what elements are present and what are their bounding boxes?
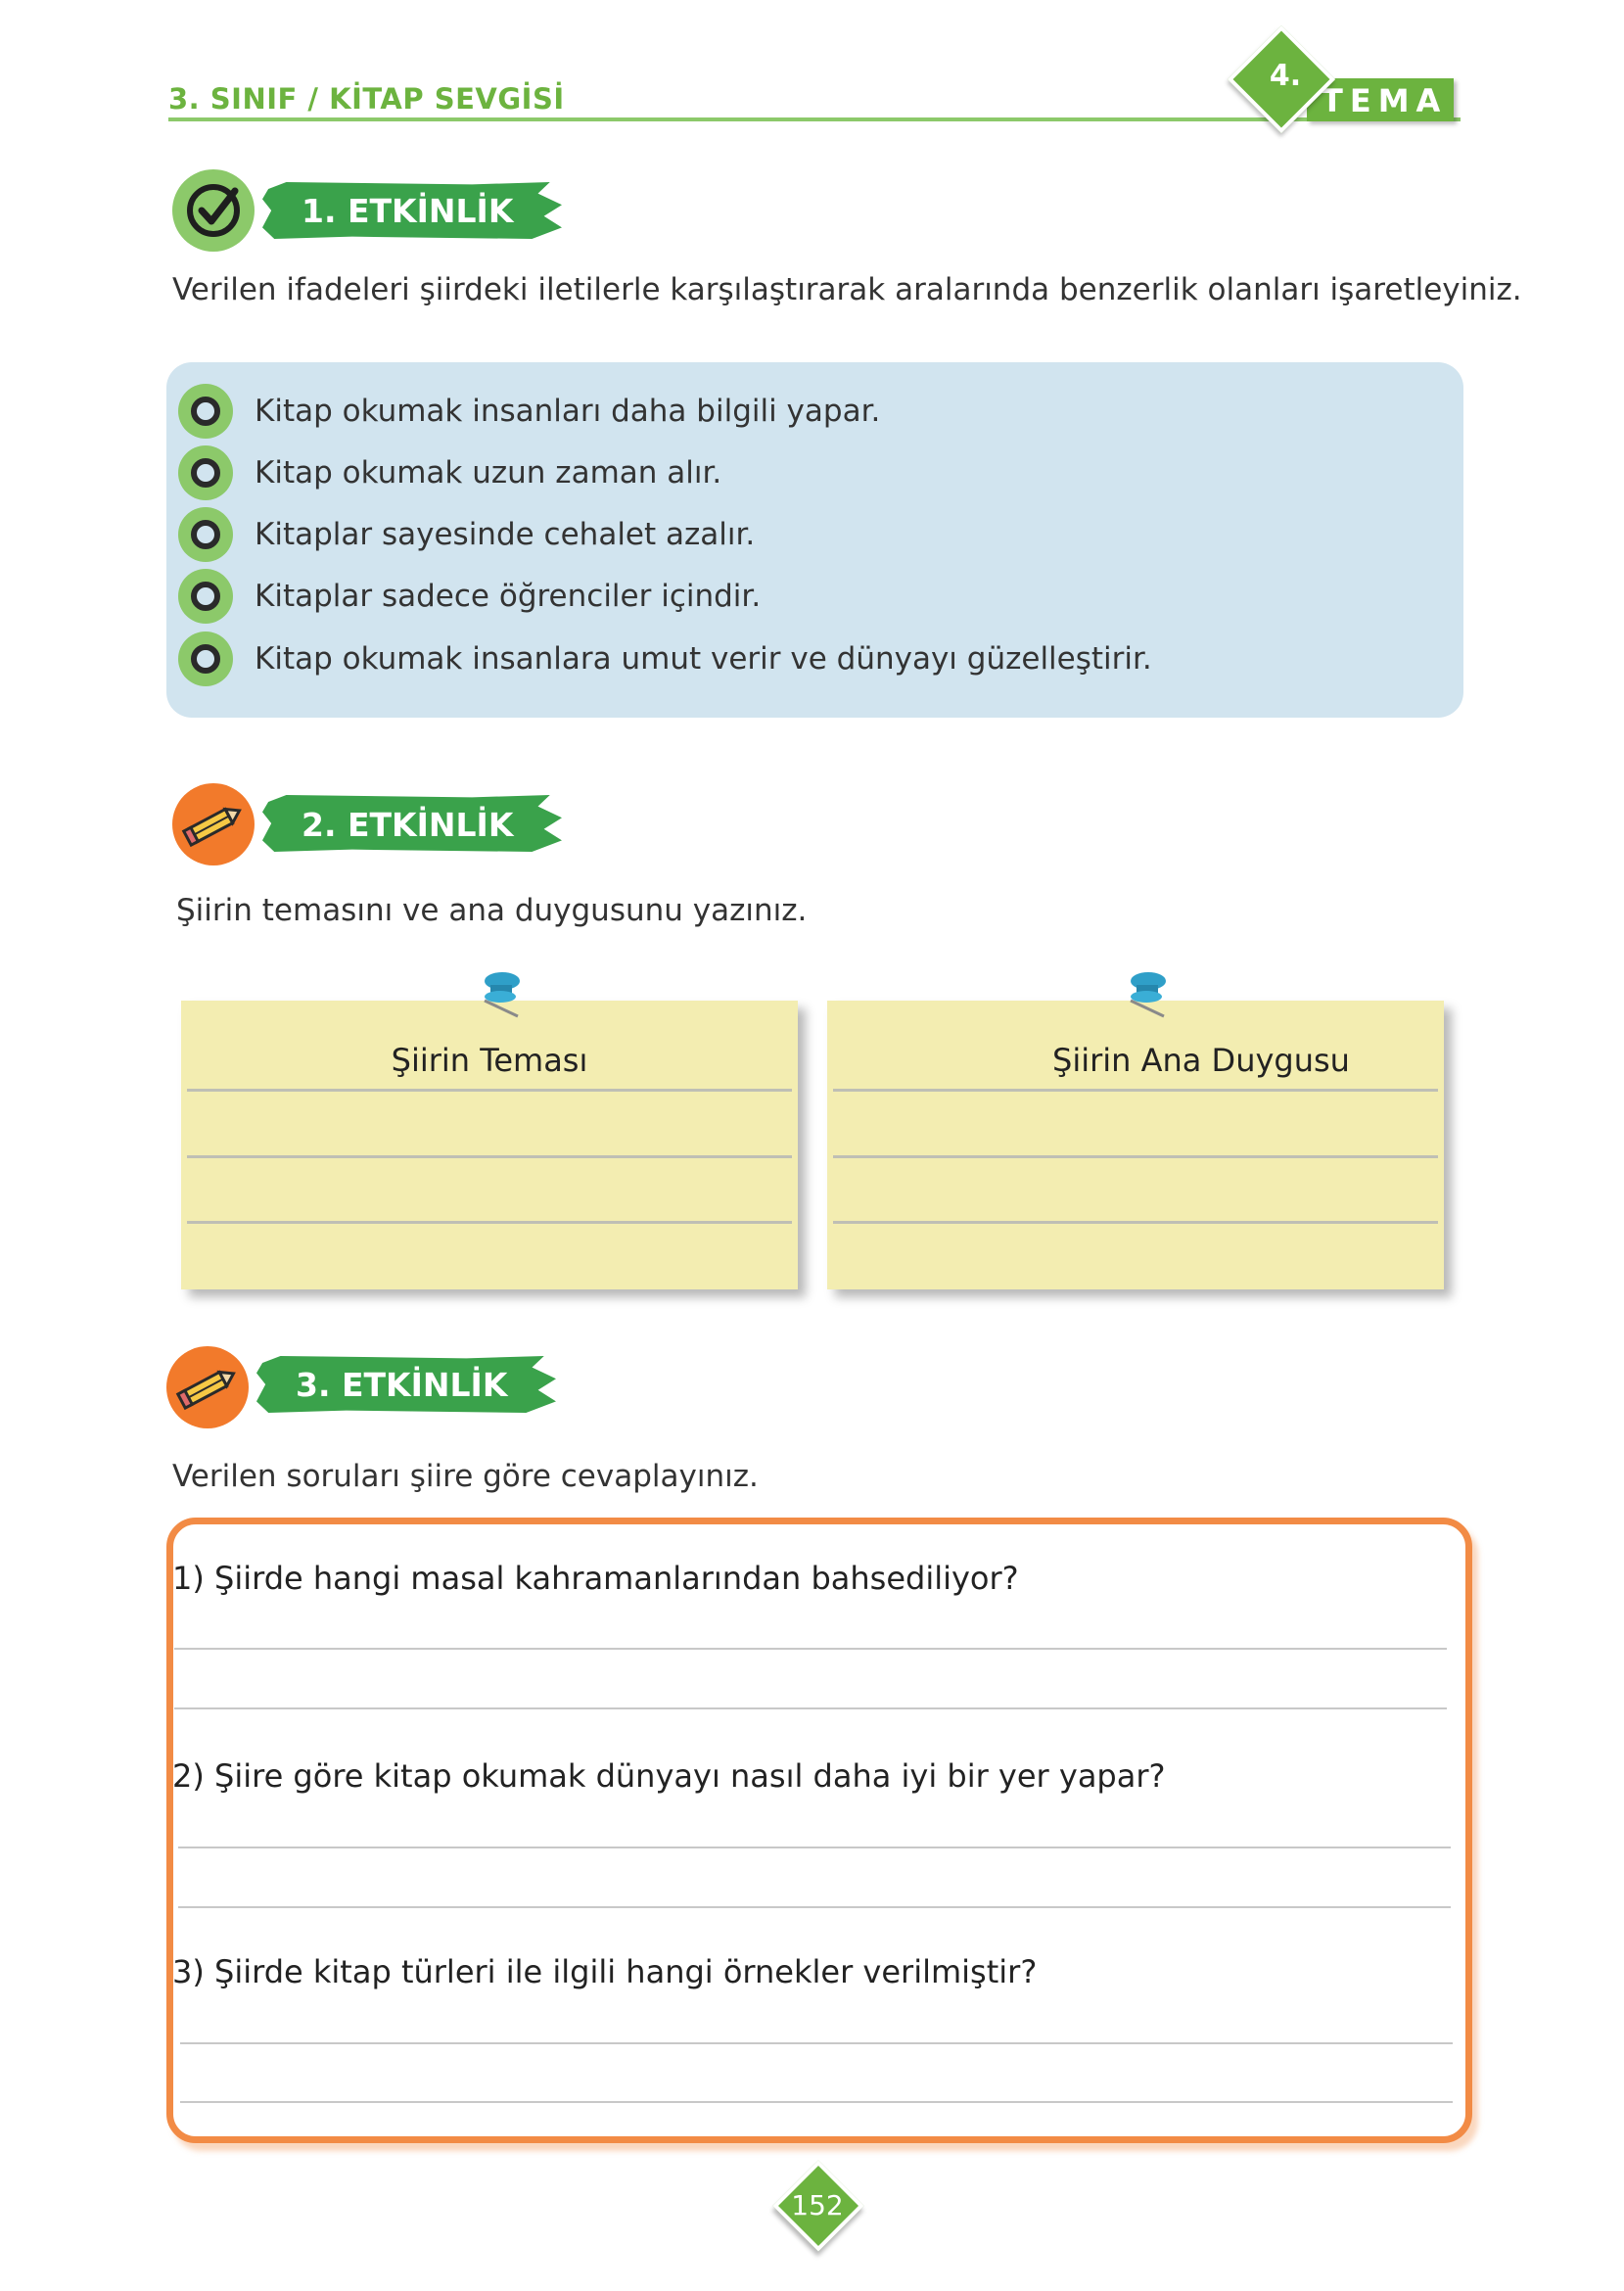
activity3-title: 3. ETKİNLİK: [296, 1366, 508, 1404]
answer-line[interactable]: [174, 1707, 1447, 1709]
writing-line: [833, 1155, 1438, 1158]
header-label: 3. SINIF / KİTAP SEVGİSİ: [168, 82, 565, 116]
answer-line[interactable]: [178, 1847, 1451, 1848]
pushpin-icon: [463, 969, 532, 1018]
writing-line: [187, 1221, 792, 1224]
radio-circle-icon[interactable]: [178, 384, 233, 439]
radio-circle-icon[interactable]: [178, 507, 233, 562]
checkmark-circle-icon: [172, 169, 255, 252]
activity3-instruction: Verilen soruları şiire göre cevaplayınız.: [172, 1459, 759, 1494]
option-row[interactable]: [178, 445, 721, 500]
writing-line: [187, 1155, 792, 1158]
answer-line[interactable]: [174, 1648, 1447, 1650]
activity2-title: 2. ETKİNLİK: [302, 806, 514, 844]
answer-line[interactable]: [178, 1906, 1451, 1908]
activity2-instruction: Şiirin temasını ve ana duygusunu yazınız.: [176, 893, 808, 928]
pencil-icon: [172, 783, 255, 865]
option-label: Kitaplar sadece öğrenciler içindir.: [255, 579, 762, 614]
question-2: 2) Şiire göre kitap okumak dünyayı nasıl daha iyi bir yer yapar?: [172, 1757, 1166, 1795]
answer-line[interactable]: [180, 2042, 1453, 2044]
option-label: Kitap okumak insanları daha bilgili yapar.: [255, 394, 881, 429]
radio-circle-icon[interactable]: [178, 631, 233, 686]
question-3: 3) Şiirde kitap türleri ile ilgili hangi örnekler verilmiştir?: [172, 1953, 1038, 1990]
activity3-questions-box: [166, 1518, 1472, 2143]
page-number: 152: [791, 2189, 844, 2221]
option-row[interactable]: [178, 507, 755, 562]
answer-line[interactable]: [180, 2101, 1453, 2103]
option-label: Kitaplar sayesinde cehalet azalır.: [255, 517, 756, 552]
activity1-title: 1. ETKİNLİK: [302, 192, 514, 230]
question-1: 1) Şiirde hangi masal kahramanlarından bahsediliyor?: [172, 1560, 1019, 1597]
theme-note: [181, 1001, 798, 1289]
activity1-instruction: Verilen ifadeleri şiirdeki iletilerle karşılaştırarak aralarında benzerlik olanları işaretleyiniz.: [172, 272, 1522, 307]
main-emotion-note: [827, 1001, 1444, 1289]
option-label: Kitap okumak uzun zaman alır.: [255, 455, 722, 491]
main-emotion-note-title: Şiirin Ana Duygusu: [1052, 1042, 1350, 1079]
radio-circle-icon[interactable]: [178, 569, 233, 624]
option-row[interactable]: [178, 631, 1152, 686]
writing-line: [833, 1089, 1438, 1092]
radio-circle-icon[interactable]: [178, 445, 233, 500]
tema-label: TEMA: [1322, 82, 1448, 119]
option-label: Kitap okumak insanlara umut verir ve dünyayı güzelleştirir.: [255, 641, 1152, 677]
writing-line: [187, 1089, 792, 1092]
pushpin-icon: [1109, 969, 1178, 1018]
pencil-icon: [166, 1346, 249, 1428]
option-row[interactable]: [178, 384, 880, 439]
writing-line: [833, 1221, 1438, 1224]
option-row[interactable]: [178, 569, 761, 624]
tema-number: 4.: [1269, 59, 1302, 93]
theme-note-title: Şiirin Teması: [391, 1042, 588, 1079]
